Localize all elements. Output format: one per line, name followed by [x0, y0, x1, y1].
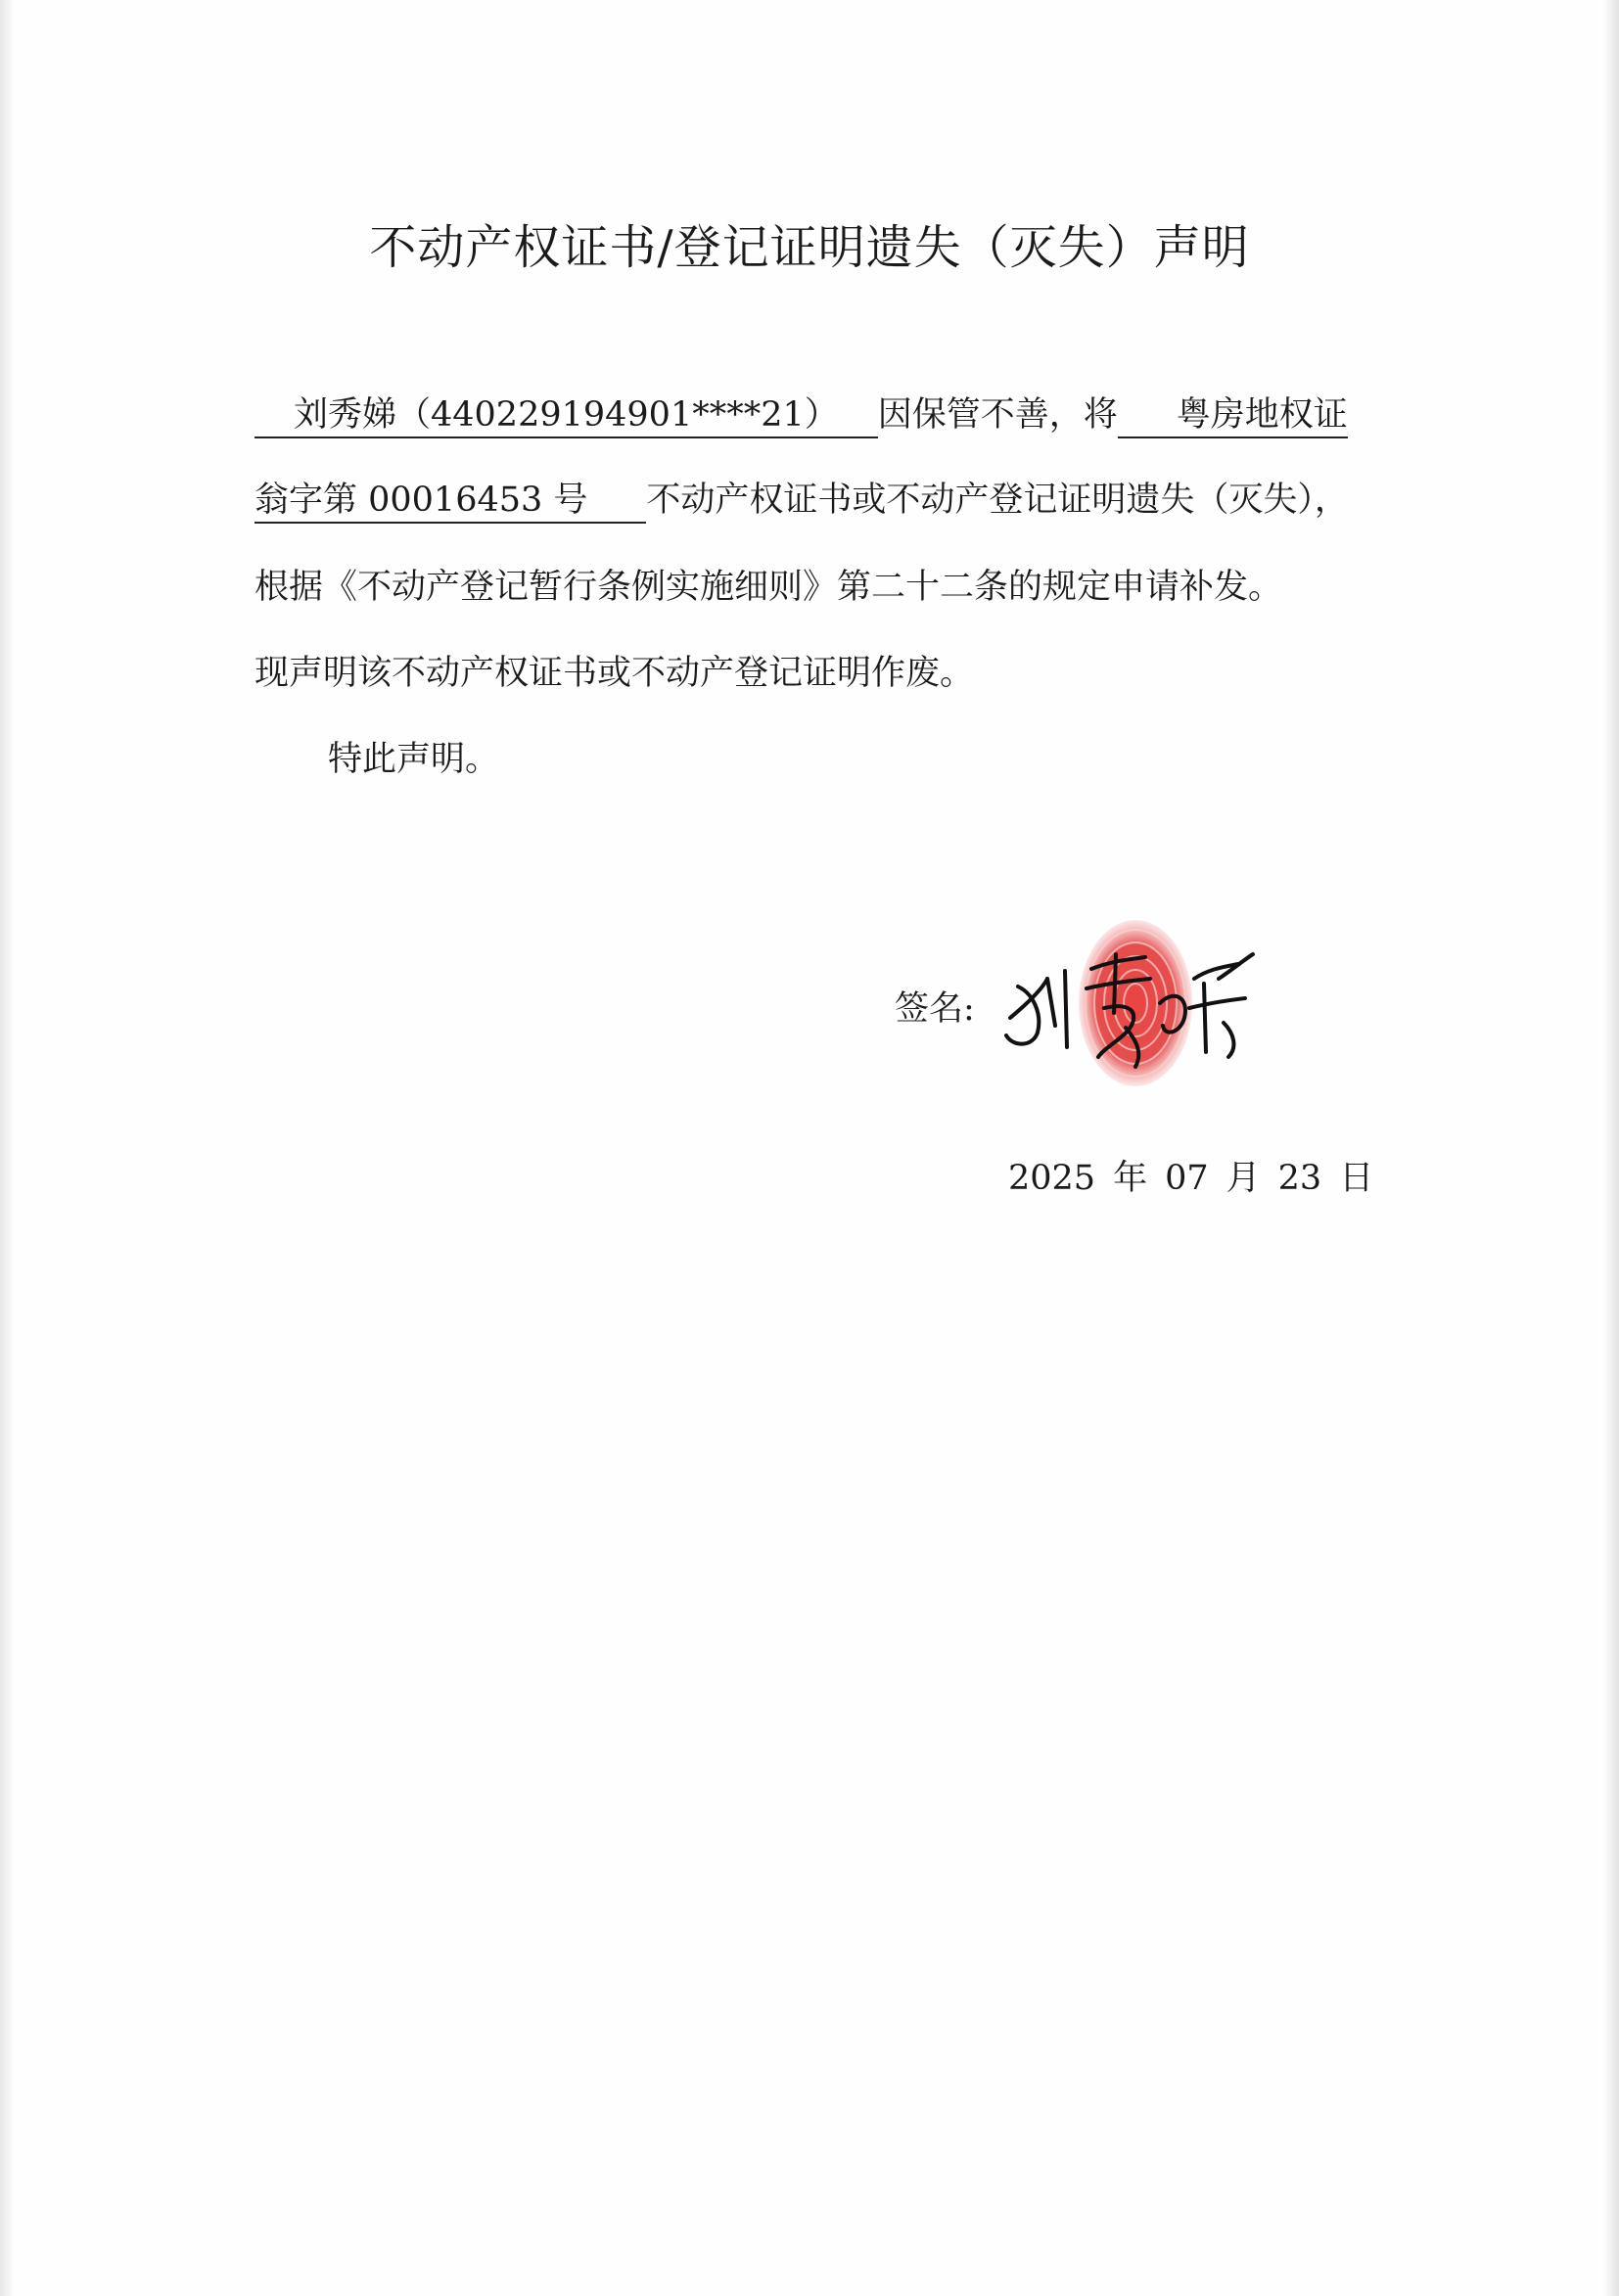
body-line-4: 现声明该不动产权证书或不动产登记证明作废。 — [254, 654, 975, 693]
certificate-number-field-part2: 翁字第 00016453 号 — [254, 479, 646, 524]
body-line-3: 根据《不动产登记暂行条例实施细则》第二十二条的规定申请补发。 — [254, 568, 1283, 607]
body-line-5: 特此声明。 — [328, 740, 500, 779]
signature-label: 签名: — [895, 989, 975, 1029]
declaration-date — [1008, 1151, 1373, 1200]
body-text-after-name: 因保管不善，将 — [877, 395, 1118, 435]
fingerprint-mark — [1079, 920, 1192, 1086]
scan-edge-left — [0, 0, 14, 2296]
body-text-after-cert: 不动产权证书或不动产登记证明遗失（灭失）， — [646, 481, 1349, 520]
date-year: 2025 — [1008, 1159, 1096, 1198]
signature-with-fingerprint — [989, 910, 1282, 1096]
document-title: 不动产权证书/登记证明遗失（灭失）声明 — [369, 220, 1250, 275]
applicant-name-field: 刘秀娣（440229194901****21） — [254, 393, 878, 438]
date-month-unit: 月 — [1226, 1159, 1261, 1198]
date-month: 07 — [1165, 1159, 1209, 1198]
scan-edge-right — [1603, 0, 1619, 2296]
date-day: 23 — [1277, 1159, 1322, 1198]
body-line-2 — [254, 477, 1349, 524]
body-line-1 — [254, 391, 1348, 438]
date-year-unit: 年 — [1113, 1159, 1148, 1198]
certificate-number-field-part1: 粤房地权证 — [1118, 393, 1348, 438]
date-day-unit: 日 — [1339, 1159, 1374, 1198]
